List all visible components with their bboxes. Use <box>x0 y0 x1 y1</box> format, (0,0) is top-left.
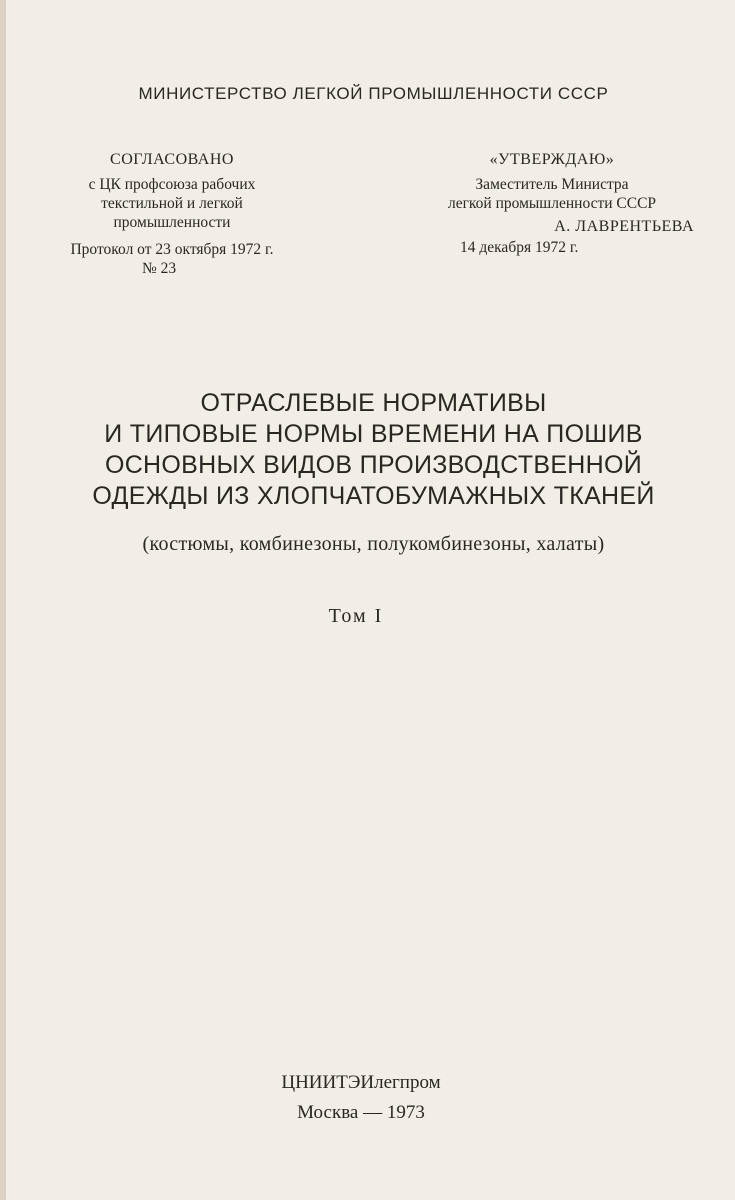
agreed-line-2: текстильной и легкой <box>101 195 243 212</box>
approved-block <box>382 150 722 257</box>
publisher-name: ЦНИИТЭИлегпром <box>281 1072 441 1093</box>
agreed-block <box>22 150 322 278</box>
approved-line-1: Заместитель Министра <box>475 176 629 193</box>
imprint <box>6 1068 716 1128</box>
agreed-protocol: Протокол от 23 октября 1972 г. <box>70 241 274 258</box>
agreed-heading: СОГЛАСОВАНО <box>110 151 234 168</box>
agreed-protocol-number: № 23 <box>142 260 177 277</box>
title-line-3: ОСНОВНЫХ ВИДОВ ПРОИЗВОДСТВЕННОЙ <box>104 451 643 479</box>
approved-heading: «УТВЕРЖДАЮ» <box>489 151 615 168</box>
publication-place-year: Москва — 1973 <box>297 1102 425 1123</box>
title-line-1: ОТРАСЛЕВЫЕ НОРМАТИВЫ <box>200 389 547 417</box>
document-title <box>6 388 735 512</box>
approved-date: 14 декабря 1972 г. <box>460 239 579 256</box>
ministry-header: МИНИСТЕРСТВО ЛЕГКОЙ ПРОМЫШЛЕННОСТИ СССР <box>138 84 609 103</box>
approved-signatory: А. ЛАВРЕНТЬЕВА <box>554 218 694 235</box>
agreed-line-3: промышленности <box>113 214 231 231</box>
title-line-4: ОДЕЖДЫ ИЗ ХЛОПЧАТОБУМАЖНЫХ ТКАНЕЙ <box>92 482 655 510</box>
agreed-line-1: с ЦК профсоюза рабочих <box>88 176 256 193</box>
document-subtitle: (костюмы, комбинезоны, полукомбинезоны, халаты) <box>142 533 605 555</box>
approved-line-2: легкой промышленности СССР <box>447 195 657 212</box>
volume-label: Том I <box>328 605 384 627</box>
title-line-2: И ТИПОВЫЕ НОРМЫ ВРЕМЕНИ НА ПОШИВ <box>104 420 643 448</box>
